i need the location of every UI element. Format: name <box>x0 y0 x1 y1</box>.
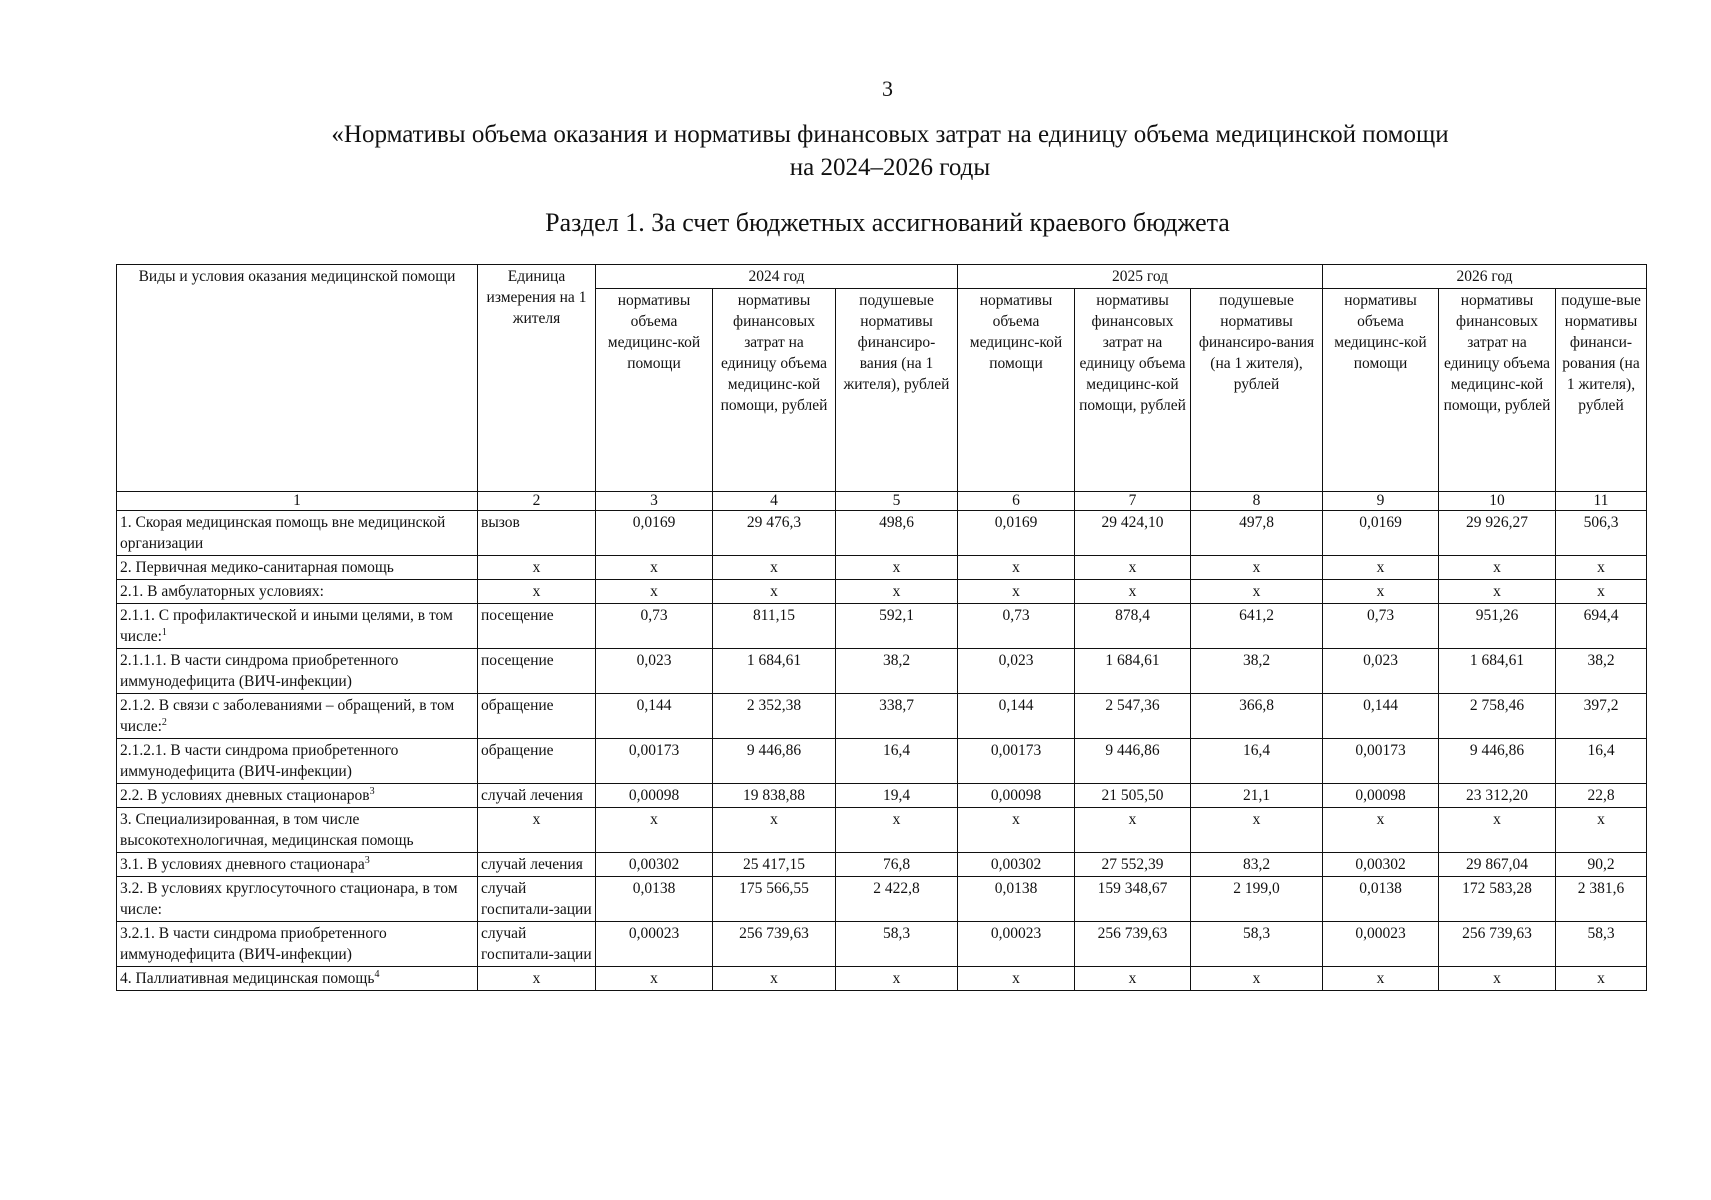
value-cell: х <box>596 580 713 604</box>
value-cell: 159 348,67 <box>1075 877 1191 922</box>
table-row <box>117 784 1647 808</box>
value-cell: 2 758,46 <box>1439 694 1556 739</box>
value-cell: 2 352,38 <box>713 694 836 739</box>
value-cell: х <box>1556 808 1647 853</box>
value-cell: 0,144 <box>596 694 713 739</box>
value-cell: 25 417,15 <box>713 853 836 877</box>
section-title: Раздел 1. За счет бюджетных ассигнований краевого бюджета <box>545 208 1230 237</box>
value-cell: х <box>713 967 836 991</box>
column-number: 6 <box>958 492 1075 511</box>
row-unit: х <box>478 808 596 853</box>
value-cell: 0,00173 <box>1323 739 1439 784</box>
header-subcolumn: подушевые нормативы финансиро-вания (на 1 жителя), рублей <box>1191 289 1323 492</box>
column-number: 9 <box>1323 492 1439 511</box>
value-cell: 0,00098 <box>1323 784 1439 808</box>
value-cell: х <box>1556 967 1647 991</box>
value-cell: 0,0169 <box>958 511 1075 556</box>
column-number: 1 <box>117 492 478 511</box>
value-cell: 27 552,39 <box>1075 853 1191 877</box>
row-label <box>117 580 478 604</box>
row-label <box>117 511 478 556</box>
value-cell: х <box>713 556 836 580</box>
row-label-text: 2. Первичная медико-санитарная помощь <box>120 559 394 576</box>
value-cell: х <box>836 556 958 580</box>
value-cell: 951,26 <box>1439 604 1556 649</box>
value-cell: 172 583,28 <box>1439 877 1556 922</box>
row-unit: случай госпитали-зации <box>478 922 596 967</box>
row-unit: обращение <box>478 739 596 784</box>
row-unit: обращение <box>478 694 596 739</box>
value-cell: 38,2 <box>1191 649 1323 694</box>
column-number: 5 <box>836 492 958 511</box>
value-cell: х <box>1191 556 1323 580</box>
header-row-years <box>117 265 1647 289</box>
page-number: 3 <box>882 76 893 101</box>
row-label-text: 3.2. В условиях круглосуточного стационара, в том числе: <box>120 880 458 918</box>
row-label-text: 2.1. В амбулаторных условиях: <box>120 583 324 600</box>
header-subcolumn: нормативы финансовых затрат на единицу объема медицинс-кой помощи, рублей <box>1075 289 1191 492</box>
value-cell: 0,0138 <box>958 877 1075 922</box>
table-row <box>117 853 1647 877</box>
value-cell: 2 199,0 <box>1191 877 1323 922</box>
value-cell: 0,00023 <box>1323 922 1439 967</box>
value-cell: 19,4 <box>836 784 958 808</box>
value-cell: х <box>1323 808 1439 853</box>
value-cell: 641,2 <box>1191 604 1323 649</box>
value-cell: 1 684,61 <box>713 649 836 694</box>
value-cell: 38,2 <box>836 649 958 694</box>
value-cell: 0,73 <box>958 604 1075 649</box>
footnote-marker: 3 <box>369 785 375 797</box>
column-number: 7 <box>1075 492 1191 511</box>
value-cell: 16,4 <box>836 739 958 784</box>
table-row <box>117 556 1647 580</box>
value-cell: х <box>596 808 713 853</box>
value-cell: х <box>1323 556 1439 580</box>
value-cell: 497,8 <box>1191 511 1323 556</box>
value-cell: 76,8 <box>836 853 958 877</box>
header-year-2024: 2024 год <box>596 265 958 289</box>
value-cell: 16,4 <box>1556 739 1647 784</box>
row-label-text: 4. Паллиативная медицинская помощь <box>120 970 375 987</box>
value-cell: 1 684,61 <box>1439 649 1556 694</box>
value-cell: 0,023 <box>958 649 1075 694</box>
value-cell: 9 446,86 <box>1439 739 1556 784</box>
value-cell: х <box>713 580 836 604</box>
header-subcolumn: нормативы финансовых затрат на единицу объема медицинс-кой помощи, рублей <box>1439 289 1556 492</box>
value-cell: 0,023 <box>1323 649 1439 694</box>
value-cell: 0,00302 <box>958 853 1075 877</box>
value-cell: 29 926,27 <box>1439 511 1556 556</box>
value-cell: 83,2 <box>1191 853 1323 877</box>
value-cell: 22,8 <box>1556 784 1647 808</box>
table-row <box>117 604 1647 649</box>
value-cell: х <box>1439 556 1556 580</box>
value-cell: 338,7 <box>836 694 958 739</box>
footnote-marker: 2 <box>161 716 167 728</box>
header-kinds: Виды и условия оказания медицинской помощи <box>117 265 478 492</box>
value-cell: х <box>958 967 1075 991</box>
row-unit: х <box>478 580 596 604</box>
value-cell: х <box>1191 580 1323 604</box>
value-cell: 9 446,86 <box>1075 739 1191 784</box>
value-cell: 397,2 <box>1556 694 1647 739</box>
row-label-text: 1. Скорая медицинская помощь вне медицинской организации <box>120 514 446 552</box>
value-cell: 0,144 <box>958 694 1075 739</box>
row-label-text: 2.1.1. С профилактической и иными целями, в том числе: <box>120 607 453 645</box>
footnote-marker: 1 <box>161 626 167 638</box>
value-cell: 498,6 <box>836 511 958 556</box>
value-cell: х <box>713 808 836 853</box>
value-cell: х <box>1191 967 1323 991</box>
value-cell: х <box>1075 967 1191 991</box>
table-row <box>117 967 1647 991</box>
table-row <box>117 877 1647 922</box>
title-line-2: на 2024–2026 годы <box>789 154 991 181</box>
document-title <box>150 118 1630 184</box>
header-subcolumn: нормативы объема медицинс-кой помощи <box>958 289 1075 492</box>
header-subcolumn: нормативы финансовых затрат на единицу объема медицинс-кой помощи, рублей <box>713 289 836 492</box>
value-cell: 19 838,88 <box>713 784 836 808</box>
value-cell: 0,00302 <box>596 853 713 877</box>
row-unit: случай лечения <box>478 784 596 808</box>
row-unit: посещение <box>478 604 596 649</box>
value-cell: х <box>1323 580 1439 604</box>
row-label <box>117 556 478 580</box>
table-row <box>117 580 1647 604</box>
header-subcolumn: нормативы объема медицинс-кой помощи <box>596 289 713 492</box>
value-cell: 0,00302 <box>1323 853 1439 877</box>
header-year-2025: 2025 год <box>958 265 1323 289</box>
value-cell: 9 446,86 <box>713 739 836 784</box>
value-cell: х <box>1439 808 1556 853</box>
row-unit: х <box>478 967 596 991</box>
value-cell: 21 505,50 <box>1075 784 1191 808</box>
value-cell: 16,4 <box>1191 739 1323 784</box>
row-label <box>117 853 478 877</box>
value-cell: 2 422,8 <box>836 877 958 922</box>
row-label <box>117 649 478 694</box>
row-label-text: 2.1.1.1. В части синдрома приобретенного иммунодефицита (ВИЧ-инфекции) <box>120 652 399 690</box>
row-label <box>117 877 478 922</box>
value-cell: 2 381,6 <box>1556 877 1647 922</box>
value-cell: х <box>1075 580 1191 604</box>
value-cell: 29 424,10 <box>1075 511 1191 556</box>
column-number: 2 <box>478 492 596 511</box>
row-label <box>117 784 478 808</box>
value-cell: х <box>596 967 713 991</box>
header-subcolumn: нормативы объема медицинс-кой помощи <box>1323 289 1439 492</box>
value-cell: 0,00173 <box>596 739 713 784</box>
value-cell: 0,73 <box>596 604 713 649</box>
value-cell: 0,0169 <box>1323 511 1439 556</box>
value-cell: х <box>1556 556 1647 580</box>
value-cell: 0,0138 <box>596 877 713 922</box>
table-row <box>117 922 1647 967</box>
value-cell: х <box>1323 967 1439 991</box>
value-cell: 0,00173 <box>958 739 1075 784</box>
column-number: 8 <box>1191 492 1323 511</box>
value-cell: 694,4 <box>1556 604 1647 649</box>
value-cell: 0,00023 <box>596 922 713 967</box>
value-cell: 58,3 <box>1191 922 1323 967</box>
row-unit: х <box>478 556 596 580</box>
footnote-marker: 4 <box>374 968 380 980</box>
value-cell: 506,3 <box>1556 511 1647 556</box>
value-cell: 21,1 <box>1191 784 1323 808</box>
row-unit: посещение <box>478 649 596 694</box>
value-cell: 175 566,55 <box>713 877 836 922</box>
value-cell: 23 312,20 <box>1439 784 1556 808</box>
value-cell: 2 547,36 <box>1075 694 1191 739</box>
table-row <box>117 694 1647 739</box>
column-numbers-row <box>117 492 1647 511</box>
value-cell: 811,15 <box>713 604 836 649</box>
column-number: 11 <box>1556 492 1647 511</box>
row-label-text: 2.1.2. В связи с заболеваниями – обращений, в том числе: <box>120 697 455 735</box>
row-label <box>117 739 478 784</box>
value-cell: 592,1 <box>836 604 958 649</box>
value-cell: 90,2 <box>1556 853 1647 877</box>
value-cell: 256 739,63 <box>1075 922 1191 967</box>
value-cell: 366,8 <box>1191 694 1323 739</box>
row-label-text: 2.1.2.1. В части синдрома приобретенного иммунодефицита (ВИЧ-инфекции) <box>120 742 399 780</box>
value-cell: х <box>836 580 958 604</box>
row-unit: случай лечения <box>478 853 596 877</box>
value-cell: 0,00098 <box>596 784 713 808</box>
value-cell: х <box>1075 808 1191 853</box>
value-cell: х <box>1075 556 1191 580</box>
value-cell: х <box>1191 808 1323 853</box>
column-number: 3 <box>596 492 713 511</box>
row-label <box>117 967 478 991</box>
row-unit: случай госпитали-зации <box>478 877 596 922</box>
value-cell: 256 739,63 <box>713 922 836 967</box>
row-label <box>117 808 478 853</box>
value-cell: х <box>1439 580 1556 604</box>
value-cell: х <box>836 808 958 853</box>
row-label-text: 3.2.1. В части синдрома приобретенного иммунодефицита (ВИЧ-инфекции) <box>120 925 387 963</box>
value-cell: х <box>958 808 1075 853</box>
value-cell: х <box>1556 580 1647 604</box>
title-line-1: «Нормативы объема оказания и нормативы финансовых затрат на единицу объема медицинской помощи <box>331 121 1449 148</box>
table-row <box>117 649 1647 694</box>
header-unit: Единица измерения на 1 жителя <box>478 265 596 492</box>
value-cell: 1 684,61 <box>1075 649 1191 694</box>
row-label-text: 3.1. В условиях дневного стационара <box>120 856 365 873</box>
value-cell: 58,3 <box>1556 922 1647 967</box>
norms-table <box>116 264 1647 991</box>
value-cell: 29 867,04 <box>1439 853 1556 877</box>
table-row <box>117 511 1647 556</box>
row-label <box>117 604 478 649</box>
value-cell: 256 739,63 <box>1439 922 1556 967</box>
row-label-text: 3. Специализированная, в том числе высокотехнологичная, медицинская помощь <box>120 811 414 849</box>
table-row <box>117 739 1647 784</box>
value-cell: х <box>958 556 1075 580</box>
column-number: 10 <box>1439 492 1556 511</box>
value-cell: 0,00023 <box>958 922 1075 967</box>
row-label <box>117 922 478 967</box>
value-cell: 38,2 <box>1556 649 1647 694</box>
value-cell: 29 476,3 <box>713 511 836 556</box>
value-cell: х <box>596 556 713 580</box>
value-cell: 0,0169 <box>596 511 713 556</box>
value-cell: 0,00098 <box>958 784 1075 808</box>
value-cell: 0,023 <box>596 649 713 694</box>
row-label-text: 2.2. В условиях дневных стационаров <box>120 787 370 804</box>
value-cell: 0,0138 <box>1323 877 1439 922</box>
header-subcolumn: подушевые нормативы финансиро-вания (на 1 жителя), рублей <box>836 289 958 492</box>
column-number: 4 <box>713 492 836 511</box>
value-cell: 0,73 <box>1323 604 1439 649</box>
table-row <box>117 808 1647 853</box>
header-year-2026: 2026 год <box>1323 265 1647 289</box>
row-unit: вызов <box>478 511 596 556</box>
value-cell: х <box>836 967 958 991</box>
value-cell: 58,3 <box>836 922 958 967</box>
row-label <box>117 694 478 739</box>
footnote-marker: 3 <box>364 854 370 866</box>
value-cell: х <box>958 580 1075 604</box>
value-cell: 878,4 <box>1075 604 1191 649</box>
value-cell: 0,144 <box>1323 694 1439 739</box>
header-subcolumn: подуше-вые нормативы финанси-рования (на 1 жителя), рублей <box>1556 289 1647 492</box>
value-cell: х <box>1439 967 1556 991</box>
